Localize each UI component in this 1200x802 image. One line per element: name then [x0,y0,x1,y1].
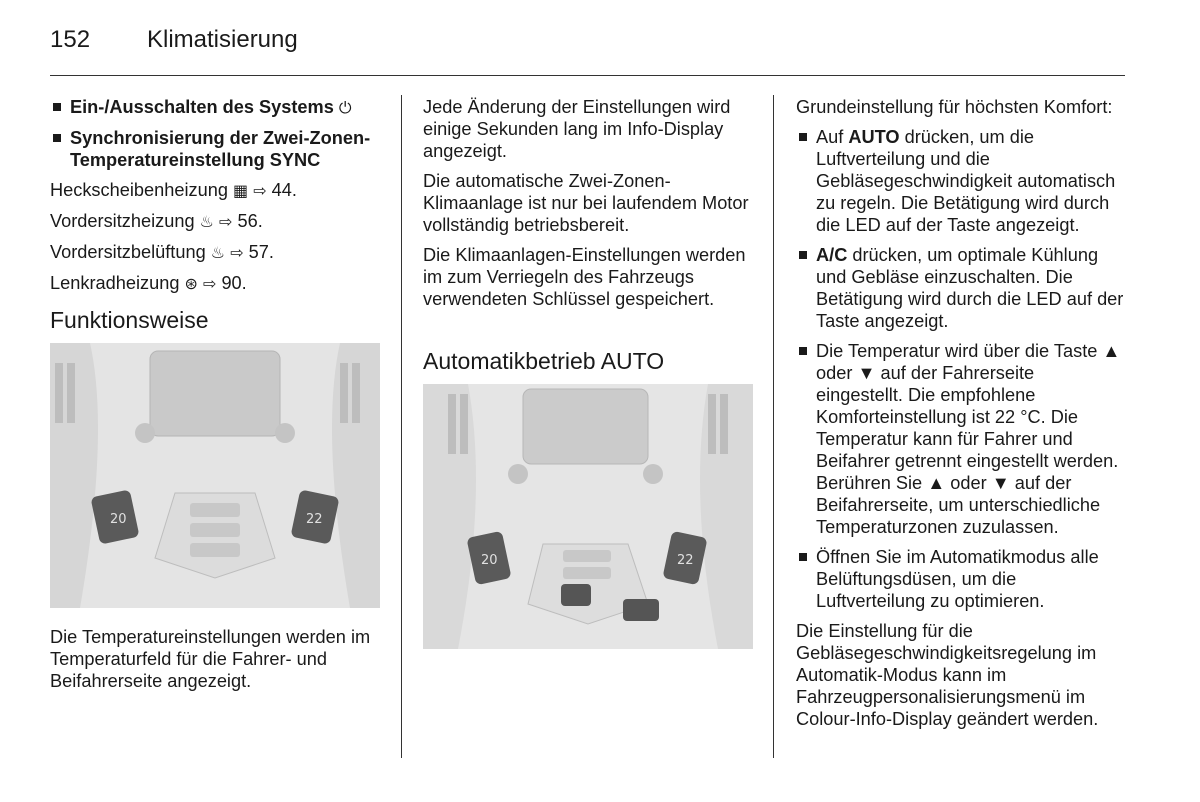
cross-reference[interactable]: Vordersitzbelüftung ♨ ⇨ 57. [50,242,274,262]
power-icon: ⏻ [338,98,352,117]
temperature-readout: 20 [110,512,127,527]
header-rule [50,75,1125,76]
page-ref-arrow-icon: ⇨ [253,181,267,200]
page-ref-arrow-icon: ⇨ [202,274,217,293]
column-2 [423,96,753,318]
list-item: Die Temperatur wird über die Taste ▲ oder ▼ auf der Fahrerseite eingestellt. Die empfohlene Komforteinstellung ist 22 °C. Die Temperatur kann für Fahrer und Beifahrer getrennt eingestellt werden. Berühren Sie ▲ oder ▼ auf der Beifahrerseite, um unterschiedliche Temperaturzonen zuzulassen. [796,340,1126,538]
list-item: Synchronisierung der Zwei-Zonen-Temperatureinstellung SYNC [50,127,385,171]
cross-reference[interactable]: Heckscheibenheizung ▦ ⇨ 44. [50,180,297,200]
rear-defrost-icon: ▦ [233,181,249,200]
section-heading: Automatikbetrieb AUTO [423,348,665,374]
column-divider [773,95,774,758]
page-number: 152 [50,26,91,53]
paragraph: Die Einstellung für die Gebläsegeschwindigkeitsregelung im Automatik-Modus kann im Fahrzeugpersonalisierungsmenü im Colour-Info-Display geändert werden. [796,621,1099,729]
section-heading: Funktionsweise [50,307,209,333]
cross-reference[interactable]: Vordersitzheizung ♨ ⇨ 56. [50,211,263,231]
climate-auto-photo [423,384,753,649]
list-item: Auf AUTO drücken, um die Luftverteilung und die Gebläsegeschwindigkeit automatisch zu regeln. Die Betätigung wird durch die LED auf der Taste angezeigt. [796,126,1126,236]
page-ref-arrow-icon: ⇨ [219,212,233,231]
temperature-readout: 22 [306,512,323,527]
climate-panel-photo [50,343,380,608]
paragraph: Die Klimaanlagen-Einstellungen werden im zum Verriegeln des Fahrzeugs verwendeten Schlüssel gespeichert. [423,245,746,309]
temperature-readout: 20 [481,553,498,568]
column-3 [796,96,1126,738]
paragraph: Grundeinstellung für höchsten Komfort: [796,97,1113,117]
ac-key-label: A/C [816,245,848,265]
steering-heat-icon: ⊛ [184,274,198,293]
column-divider [401,95,402,758]
seat-heat-icon: ♨ [199,212,214,231]
photo-caption: Die Temperatureinstellungen werden im Temperaturfeld für die Fahrer- und Beifahrerseite angezeigt. [50,627,371,691]
seat-vent-icon: ♨ [210,243,226,262]
paragraph: Jede Änderung der Einstellungen wird einige Sekunden lang im Info-Display angezeigt. [423,97,731,161]
paragraph: Die automatische Zwei-Zonen-Klimaanlage ist nur bei laufendem Motor vollständig betriebsbereit. [423,171,749,235]
list-item: A/C drücken, um optimale Kühlung und Gebläse einzuschalten. Die Betätigung wird durch die LED auf der Taste angezeigt. [796,244,1126,332]
cross-reference[interactable]: Lenkradheizung ⊛ ⇨ 90. [50,273,247,293]
page-ref-arrow-icon: ⇨ [230,243,244,262]
list-item: Ein-/Ausschalten des Systems ⏻ [50,96,385,119]
list-item: Öffnen Sie im Automatikmodus alle Belüftungsdüsen, um die Luftverteilung zu optimieren. [796,546,1126,612]
page-title: Klimatisierung [147,26,298,53]
temperature-readout: 22 [677,553,694,568]
auto-key-label: AUTO [848,127,900,147]
column-1 [50,96,385,303]
